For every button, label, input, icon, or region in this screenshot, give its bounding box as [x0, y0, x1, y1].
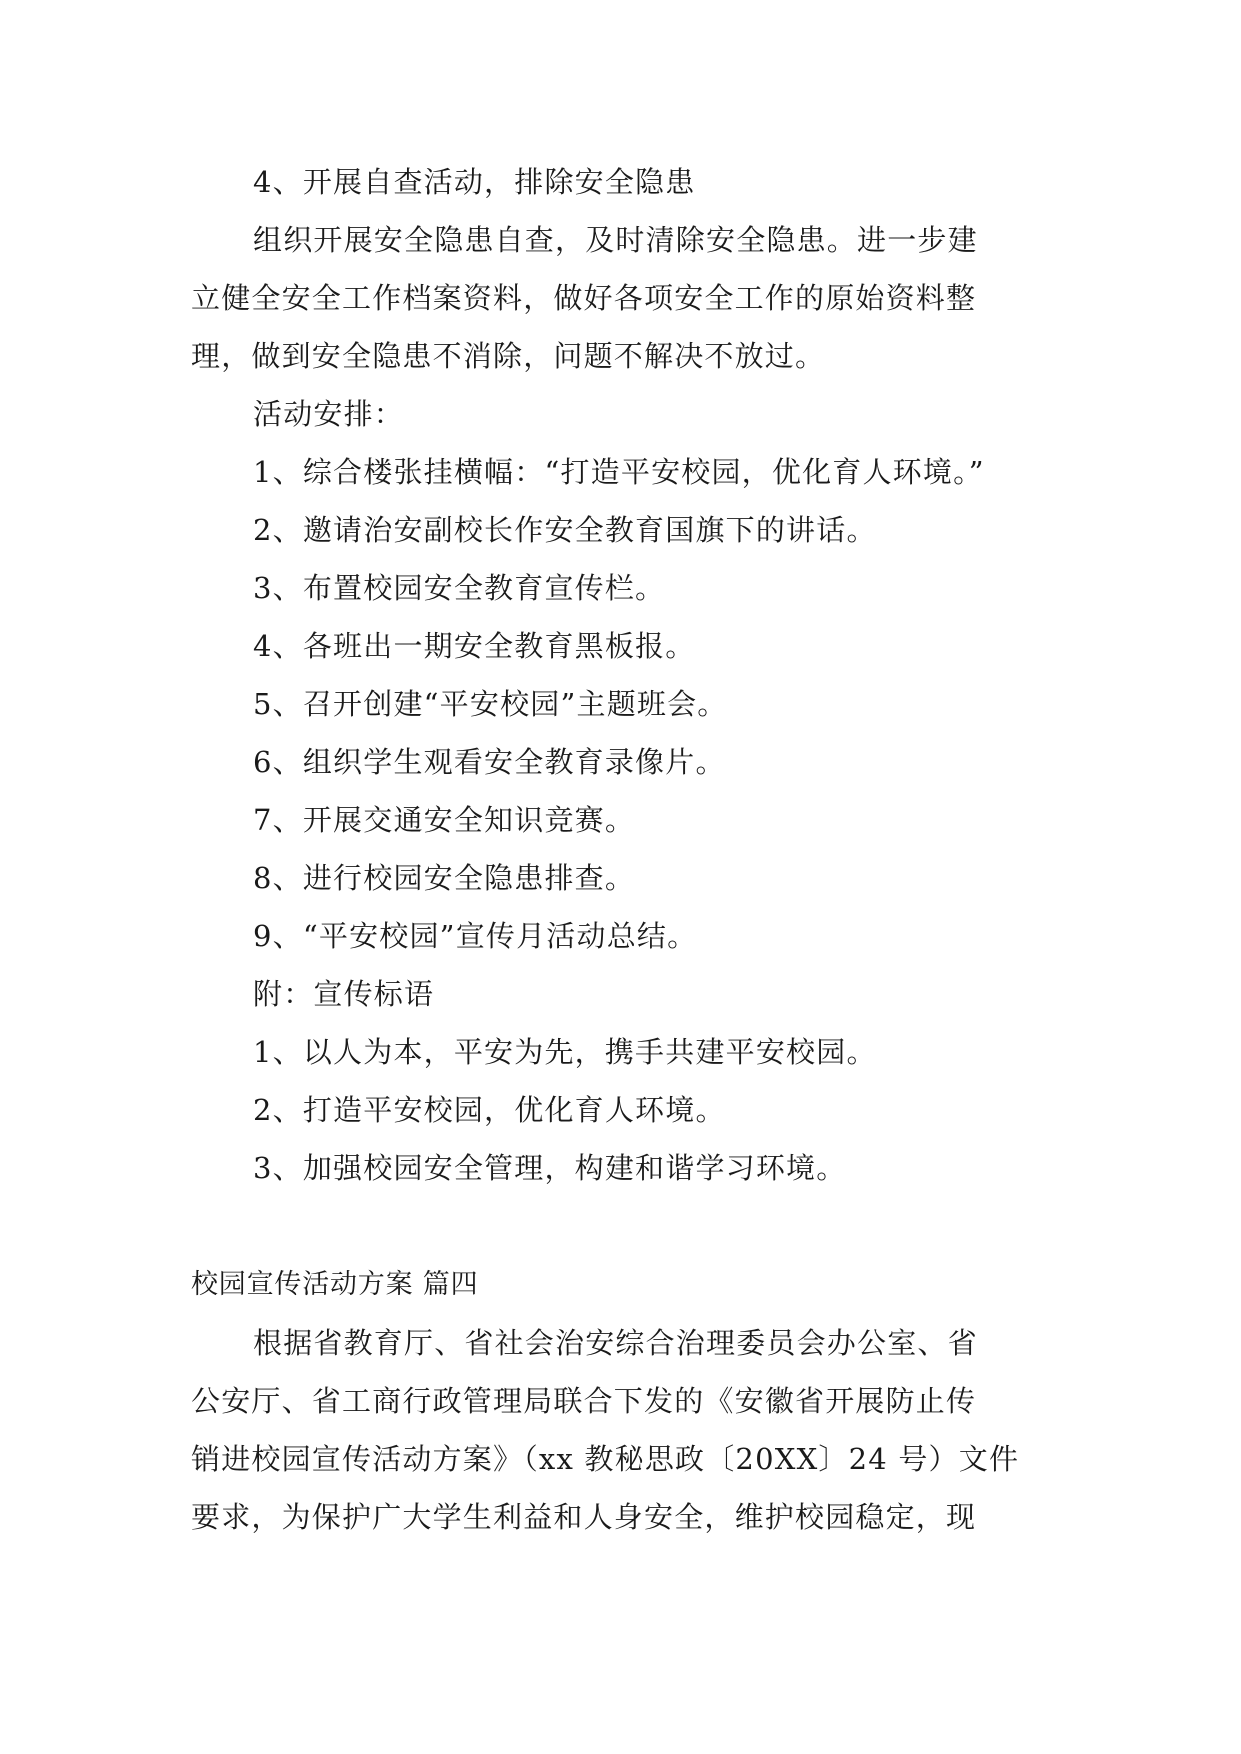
item4-heading: 4、开展自查活动，排除安全隐患 — [253, 165, 696, 199]
arrangement-item-6: 6、组织学生观看安全教育录像片。 — [253, 745, 726, 779]
arrangement-item-9: 9、“平安校园”宣传月活动总结。 — [253, 919, 698, 953]
section4-body-line-4: 要求，为保护广大学生利益和人身安全，维护校园稳定，现 — [191, 1500, 977, 1534]
arrangement-item-1: 1、综合楼张挂横幅：“打造平安校园，优化育人环境。” — [253, 455, 985, 489]
section4-title: 校园宣传活动方案 篇四 — [191, 1269, 479, 1300]
slogan-3: 3、加强校园安全管理，构建和谐学习环境。 — [253, 1151, 847, 1185]
arrangement-item-8: 8、进行校园安全隐患排查。 — [253, 861, 636, 895]
item4-body-line-3: 理，做到安全隐患不消除，问题不解决不放过。 — [191, 339, 826, 373]
section4-body-line-1: 根据省教育厅、省社会治安综合治理委员会办公室、省 — [253, 1326, 978, 1360]
arrangement-item-5: 5、召开创建“平安校园”主题班会。 — [253, 687, 728, 721]
arrangement-item-7: 7、开展交通安全知识竞赛。 — [253, 803, 636, 837]
item4-body-line-2: 立健全安全工作档案资料，做好各项安全工作的原始资料整 — [191, 281, 977, 315]
arrangement-item-3: 3、布置校园安全教育宣传栏。 — [253, 571, 666, 605]
item4-body-line-1: 组织开展安全隐患自查，及时清除安全隐患。进一步建 — [253, 223, 978, 257]
slogan-1: 1、以人为本，平安为先，携手共建平安校园。 — [253, 1035, 877, 1069]
section4-body-line-2: 公安厅、省工商行政管理局联合下发的《安徽省开展防止传 — [191, 1384, 977, 1418]
appendix-title: 附：宣传标语 — [253, 977, 435, 1011]
arrangement-item-4: 4、各班出一期安全教育黑板报。 — [253, 629, 696, 663]
section4-body-line-3: 销进校园宣传活动方案》（xx 教秘思政〔20XX〕24 号）文件 — [191, 1442, 1020, 1476]
slogan-2: 2、打造平安校园，优化育人环境。 — [253, 1093, 726, 1127]
arrangement-item-2: 2、邀请治安副校长作安全教育国旗下的讲话。 — [253, 513, 877, 547]
arrangement-title: 活动安排： — [253, 397, 405, 431]
